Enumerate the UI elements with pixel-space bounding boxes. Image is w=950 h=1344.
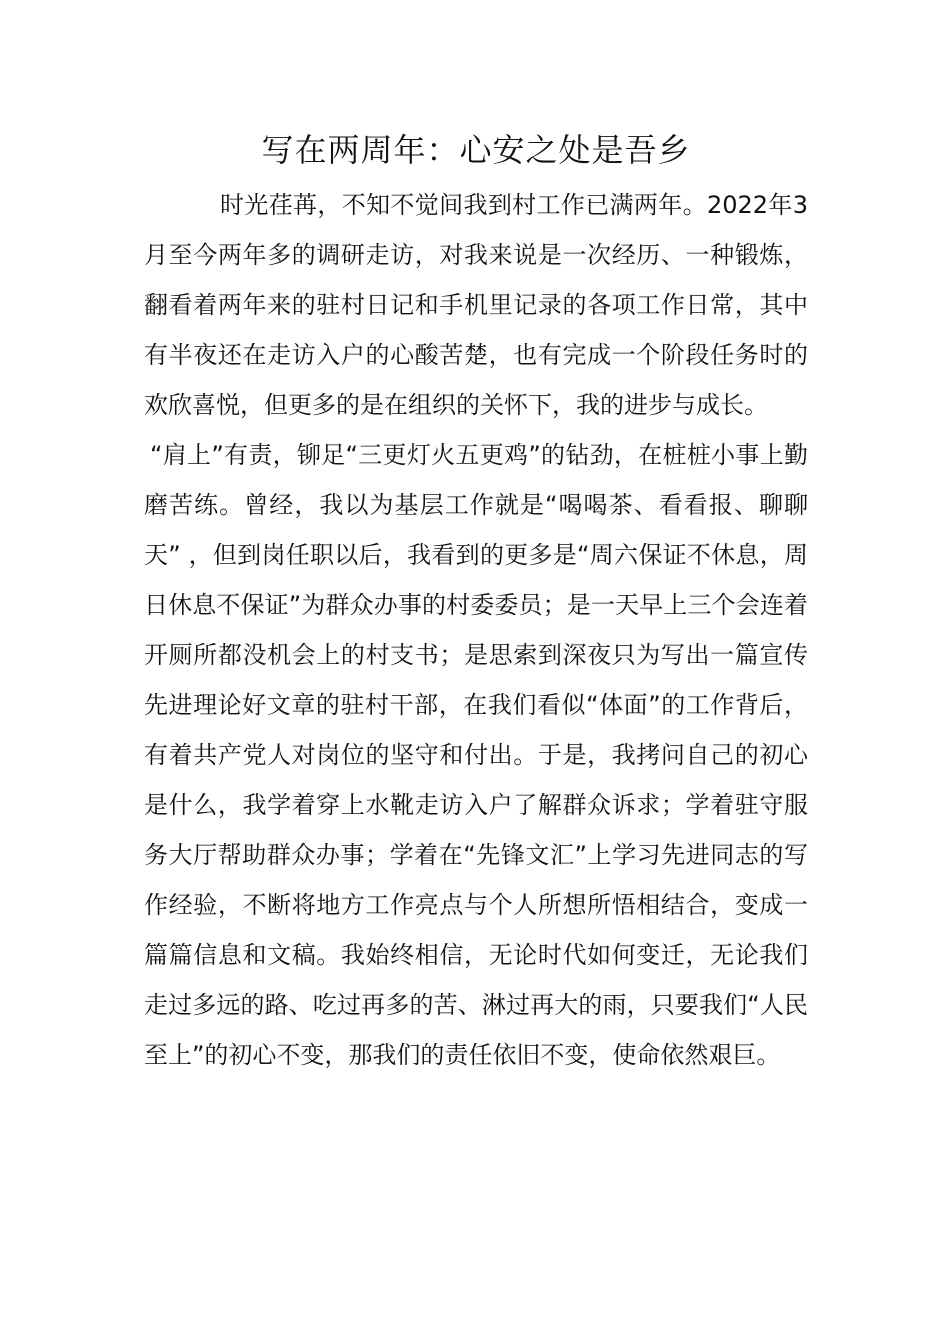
document-title: 写在两周年：心安之处是吾乡	[261, 131, 691, 169]
document-page	[144, 124, 808, 1080]
paragraph-1: 时光荏苒，不知不觉间我到村工作已满两年。2022年3月至今两年多的调研走访，对我来说是一次经历、一种锻炼，翻看着两年来的驻村日记和手机里记录的各项工作日常，其中有半夜还在走访入户的心酸苦楚，也有完成一个阶段任务时的欢欣喜悦，但更多的是在组织的关怀下，我的进步与成长。	[144, 191, 808, 419]
paragraph-2: “肩上”有责，铆足“三更灯火五更鸡”的钻劲，在桩桩小事上勤磨苦练。曾经，我以为基层工作就是“喝喝茶、看看报、聊聊天” ，但到岗任职以后，我看到的更多是“周六保证不休息，周日休息不保证”为群众办事的村委委员；是一天早上三个会连着开厕所都没机会上的村支书；是思索到深夜只为写出一篇宣传先进理论好文章的驻村干部，在我们看似“体面”的工作背后，有着共产党人对岗位的坚守和付出。于是，我拷问自己的初心是什么，我学着穿上水靴走访入户了解群众诉求；学着驻守服务大厅帮助群众办事；学着在“先锋文汇”上学习先进同志的写作经验，不断将地方工作亮点与个人所想所悟相结合，变成一篇篇信息和文稿。我始终相信，无论时代如何变迁，无论我们走过多远的路、吃过再多的苦、淋过再大的雨，只要我们“人民至上”的初心不变，那我们的责任依旧不变，使命依然艰巨。	[144, 441, 808, 1069]
